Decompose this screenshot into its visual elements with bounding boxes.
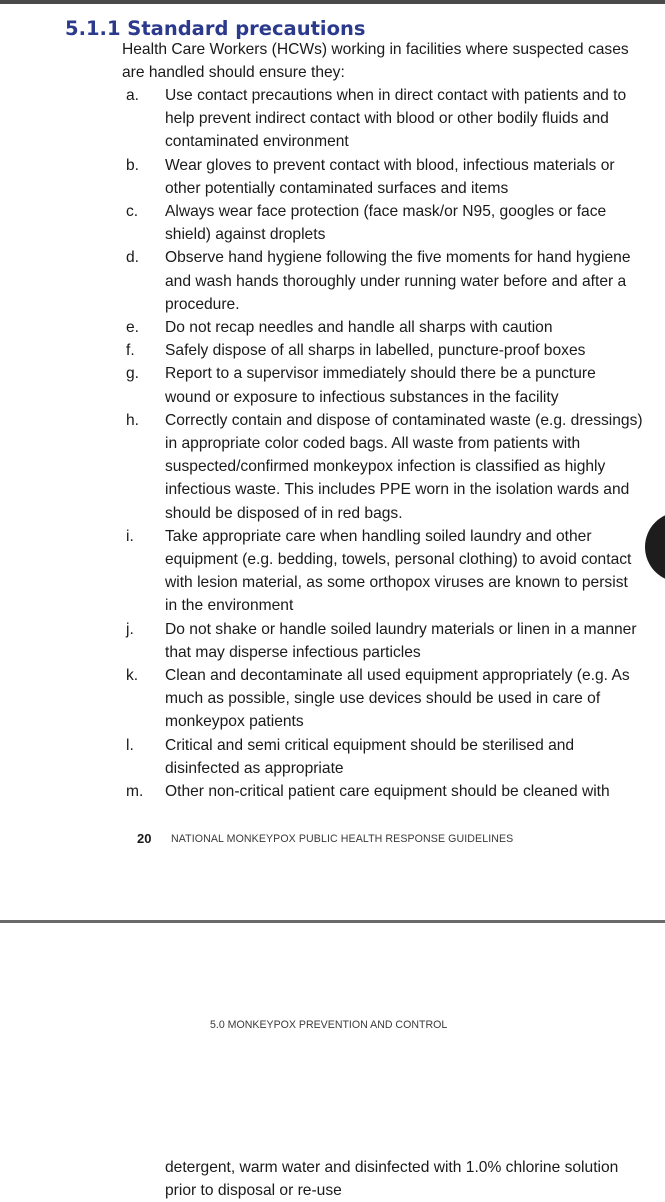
list-item [0, 316, 665, 339]
list-marker: f. [126, 342, 135, 360]
list-marker: e. [126, 319, 140, 337]
continuation-text: detergent, warm water and disinfected with 1.0% chlorine solution prior to disposal or re-use [165, 1159, 619, 1200]
list-marker: j. [126, 620, 134, 638]
list-item-text: Safely dispose of all sharps in labelled, puncture-proof boxes [165, 342, 586, 360]
list-item-text: Observe hand hygiene following the five moments for hand hygiene and wash hands thoroughly under running water before and after a procedure. [165, 249, 631, 313]
list-item-text: Always wear face protection (face mask/or N95, googles or face shield) against droplets [165, 203, 607, 244]
list-marker: i. [126, 527, 134, 545]
list-item-text: Clean and decontaminate all used equipment appropriately (e.g. As much as possible, single use devices should be used in care of monkeypox patients [165, 667, 630, 731]
list-item [0, 246, 665, 316]
list-item [0, 154, 665, 200]
page-separator [0, 920, 665, 923]
list-item-text: Do not shake or handle soiled laundry materials or linen in a manner that may disperse infectious particles [165, 620, 637, 661]
list-item [0, 200, 665, 246]
list-item [0, 618, 665, 664]
list-marker: c. [126, 203, 139, 221]
list-marker: b. [126, 156, 140, 174]
list-marker: l. [126, 736, 134, 754]
precautions-list [0, 84, 665, 803]
list-marker: h. [126, 411, 140, 429]
list-item-text: Take appropriate care when handling soiled laundry and other equipment (e.g. bedding, towels, personal clothing) to avoid contact with lesion material, as some orthopox viruses are known to persist in the environment [165, 527, 632, 615]
list-item-text: Do not recap needles and handle all sharps with caution [165, 319, 553, 337]
list-item [0, 84, 665, 154]
list-item-text: Correctly contain and dispose of contaminated waste (e.g. dressings) in appropriate color coded bags. All waste from patients with suspected/confirmed monkeypox infection is classified as highly infectious waste. This includes PPE worn in the isolation wards and should be disposed of in red bags. [165, 411, 643, 522]
list-item-text: Use contact precautions when in direct contact with patients and to help prevent indirect contact with blood or other bodily fluids and contaminated environment [165, 87, 627, 151]
list-marker: a. [126, 87, 140, 104]
section-heading: 5.1.1 Standard precautions [65, 17, 366, 41]
list-item-text: Wear gloves to prevent contact with blood, infectious materials or other potentially contaminated surfaces and items [165, 156, 615, 197]
list-item [0, 525, 665, 618]
list-item [0, 339, 665, 362]
footer-title: NATIONAL MONKEYPOX PUBLIC HEALTH RESPONSE GUIDELINES [171, 833, 514, 845]
list-item [0, 664, 665, 734]
list-marker: m. [126, 783, 144, 801]
list-item [0, 362, 665, 408]
list-item [0, 734, 665, 780]
list-item-text: Critical and semi critical equipment should be sterilised and disinfected as appropriate [165, 736, 575, 777]
list-item-text: Other non-critical patient care equipment should be cleaned with [165, 783, 610, 801]
list-item-text: Report to a supervisor immediately should there be a puncture wound or exposure to infectious substances in the facility [165, 365, 596, 406]
list-marker: d. [126, 249, 140, 267]
running-header: 5.0 MONKEYPOX PREVENTION AND CONTROL [210, 1019, 448, 1031]
list-item [0, 780, 665, 803]
list-item [0, 409, 665, 525]
list-marker: k. [126, 667, 139, 685]
page-number: 20 [137, 831, 152, 846]
intro-paragraph: Health Care Workers (HCWs) working in facilities where suspected cases are handled should ensure they: [122, 41, 629, 82]
list-marker: g. [126, 365, 140, 383]
top-edge-bar [0, 0, 665, 4]
